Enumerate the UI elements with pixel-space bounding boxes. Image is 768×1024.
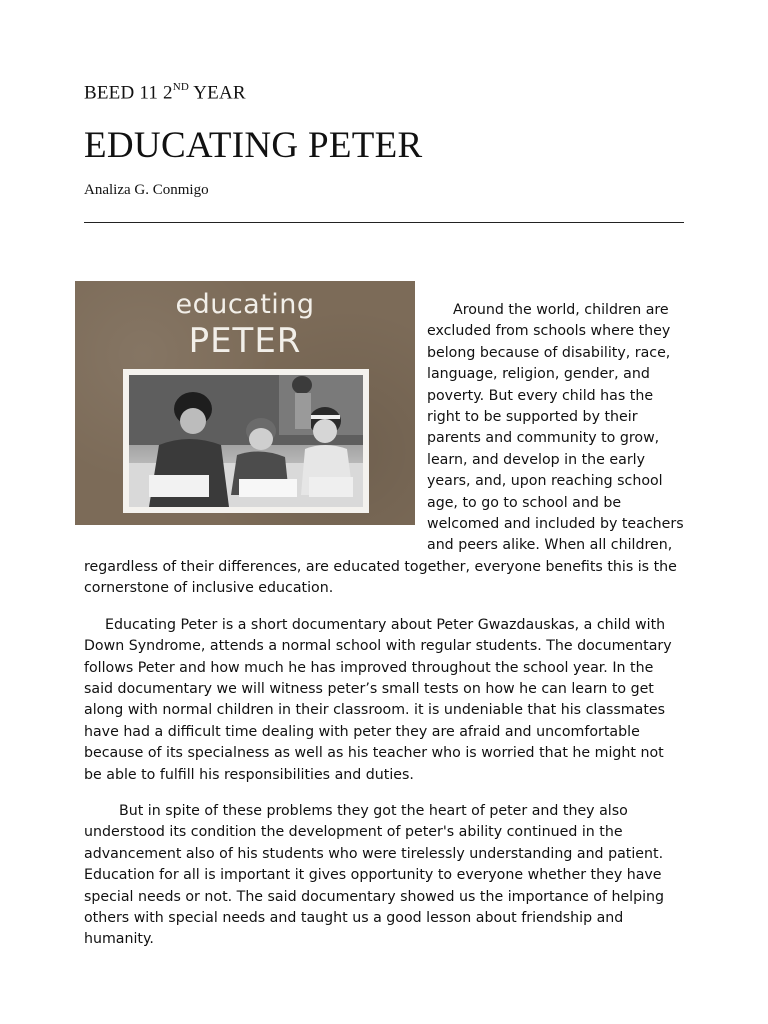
course-prefix: BEED 11 2 xyxy=(84,82,173,104)
paragraph-2-text: Educating Peter is a short documentary about Peter Gwazdauskas, a child with Down Syndrome, attends a normal school with regular students. The documentary follows Peter and how much he has improved throughout the school year. In the said documentary we will witness peter’s small tests on how he can learn to get along with normal children in their classroom. it is undeniable that his classmates have had a difficult time dealing with peter they are afraid and uncomfortable because of its specialness as well as his teacher who is worried that he might not be able to fulfill his responsibilities and duties. xyxy=(84,616,672,783)
paragraph-1-text: Around the world, children are excluded from schools where they belong because of disability, race, language, religion, gender, and poverty. But every child has the right to be supported by their parents and community to grow, learn, and develop in the early years, and, upon reaching school age, to go to school and be welcomed and included by teachers and peers alike. When all children, regardless of their differences, are educated together, everyone benefits this is the cornerstone of inclusive education. xyxy=(84,302,684,597)
author-name: Analiza G. Conmigo xyxy=(84,182,209,198)
course-superscript: ND xyxy=(172,81,189,93)
course-label xyxy=(84,82,246,104)
header-divider xyxy=(84,222,684,223)
paragraph-2 xyxy=(84,615,684,786)
cover-title-small: educating xyxy=(175,289,315,320)
course-suffix: YEAR xyxy=(189,82,246,104)
essay-body xyxy=(84,300,684,966)
image-wrap-space xyxy=(84,300,427,547)
cover-title-big: PETER xyxy=(188,321,302,361)
paragraph-3-text: But in spite of these problems they got the heart of peter and they also understood its condition the development of peter's ability continued in the advancement also of his students who were tirelessly understanding and patient. Education for all is important it gives opportunity to everyone whether they have special needs or not. The said documentary showed us the importance of helping others with special needs and taught us a good lesson about friendship and humanity. xyxy=(84,802,665,948)
paragraph-3 xyxy=(84,801,684,951)
document-title: EDUCATING PETER xyxy=(84,125,423,166)
